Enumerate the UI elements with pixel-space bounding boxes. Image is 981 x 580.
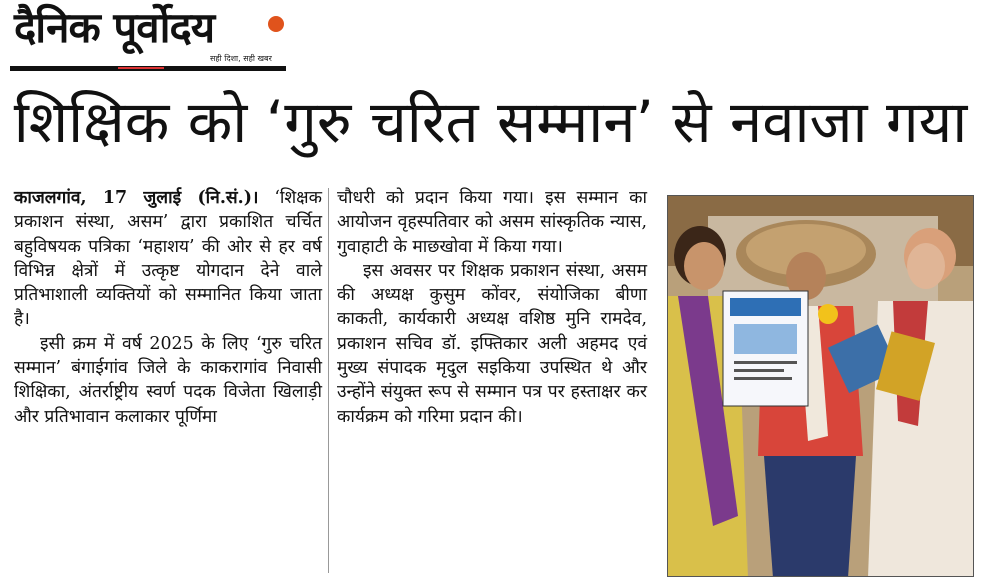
- certificate-line: [734, 377, 792, 380]
- masthead: [14, 4, 286, 74]
- certificate-header: [730, 298, 801, 316]
- photo-illustration: [668, 196, 974, 577]
- certificate-picture: [734, 324, 797, 354]
- article-paragraph: चौधरी को प्रदान किया गया। इस सम्मान का आयोजन वृहस्पतिवार को असम सांस्कृतिक न्यास, गुवाहाटी के माछखोवा में किया गया।: [337, 188, 647, 257]
- article-paragraph: इसी क्रम में वर्ष 2025 के लिए ‘गुरु चरित सम्मान’ बंगाईगांव जिले के काकरागांव निवासी शिक्षिका, अंतर्राष्ट्रीय स्वर्ण पदक विजेता खिलाड़ी और प्रतिभावान कलाकार पूर्णिमा: [14, 333, 322, 427]
- column-divider: [328, 188, 329, 573]
- award-ceremony-photo: [667, 195, 974, 577]
- article-column-2: [337, 186, 647, 429]
- article-dateline: काजलगांव, 17 जुलाई (नि.सं.)।: [14, 188, 259, 208]
- newspaper-name: दैनिक पूर्वोदय: [14, 3, 215, 52]
- masthead-rule-accent: [118, 67, 164, 69]
- person-center-trousers: [764, 456, 856, 577]
- article-headline: शिक्षिक को ‘गुरु चरित सम्मान’ से नवाजा गया: [13, 88, 968, 156]
- article-text: ‘शिक्षक प्रकाशन संस्था, असम’ द्वारा प्रकाशित चर्चित बहुविषयक पत्रिका ‘महाशय’ की ओर से हर वर्ष विभिन्न क्षेत्रों में उत्कृष्ट योगदान देने वाले प्रतिभाशाली व्यक्तियों को सम्मानित किया जाता है।: [14, 188, 323, 330]
- medal-icon: [818, 304, 838, 324]
- brand-dot-icon: [268, 16, 284, 32]
- newspaper-tagline: सही दिशा, सही खबर: [210, 54, 272, 63]
- article-paragraph: [14, 186, 322, 332]
- person-left-face: [684, 242, 724, 290]
- article-column-1: [14, 186, 322, 429]
- certificate-line: [734, 369, 784, 372]
- certificate-line: [734, 361, 797, 364]
- article-paragraph: इस अवसर पर शिक्षक प्रकाशन संस्था, असम की अध्यक्ष कुसुम कोंवर, संयोजिका बीणा काकती, कार्यकारी अध्यक्ष वशिष्ठ मुनि रामदेव, प्रकाशन सचिव डॉ. इफ्तिकार अली अहमद एवं मुख्य संपादक मृदुल सइकिया उपस्थित थे और उन्होंने संयुक्त रूप से सम्मान पत्र पर हस्ताक्षर कर कार्यक्रम को गरिमा प्रदान की।: [337, 260, 647, 427]
- person-right-face: [907, 243, 945, 289]
